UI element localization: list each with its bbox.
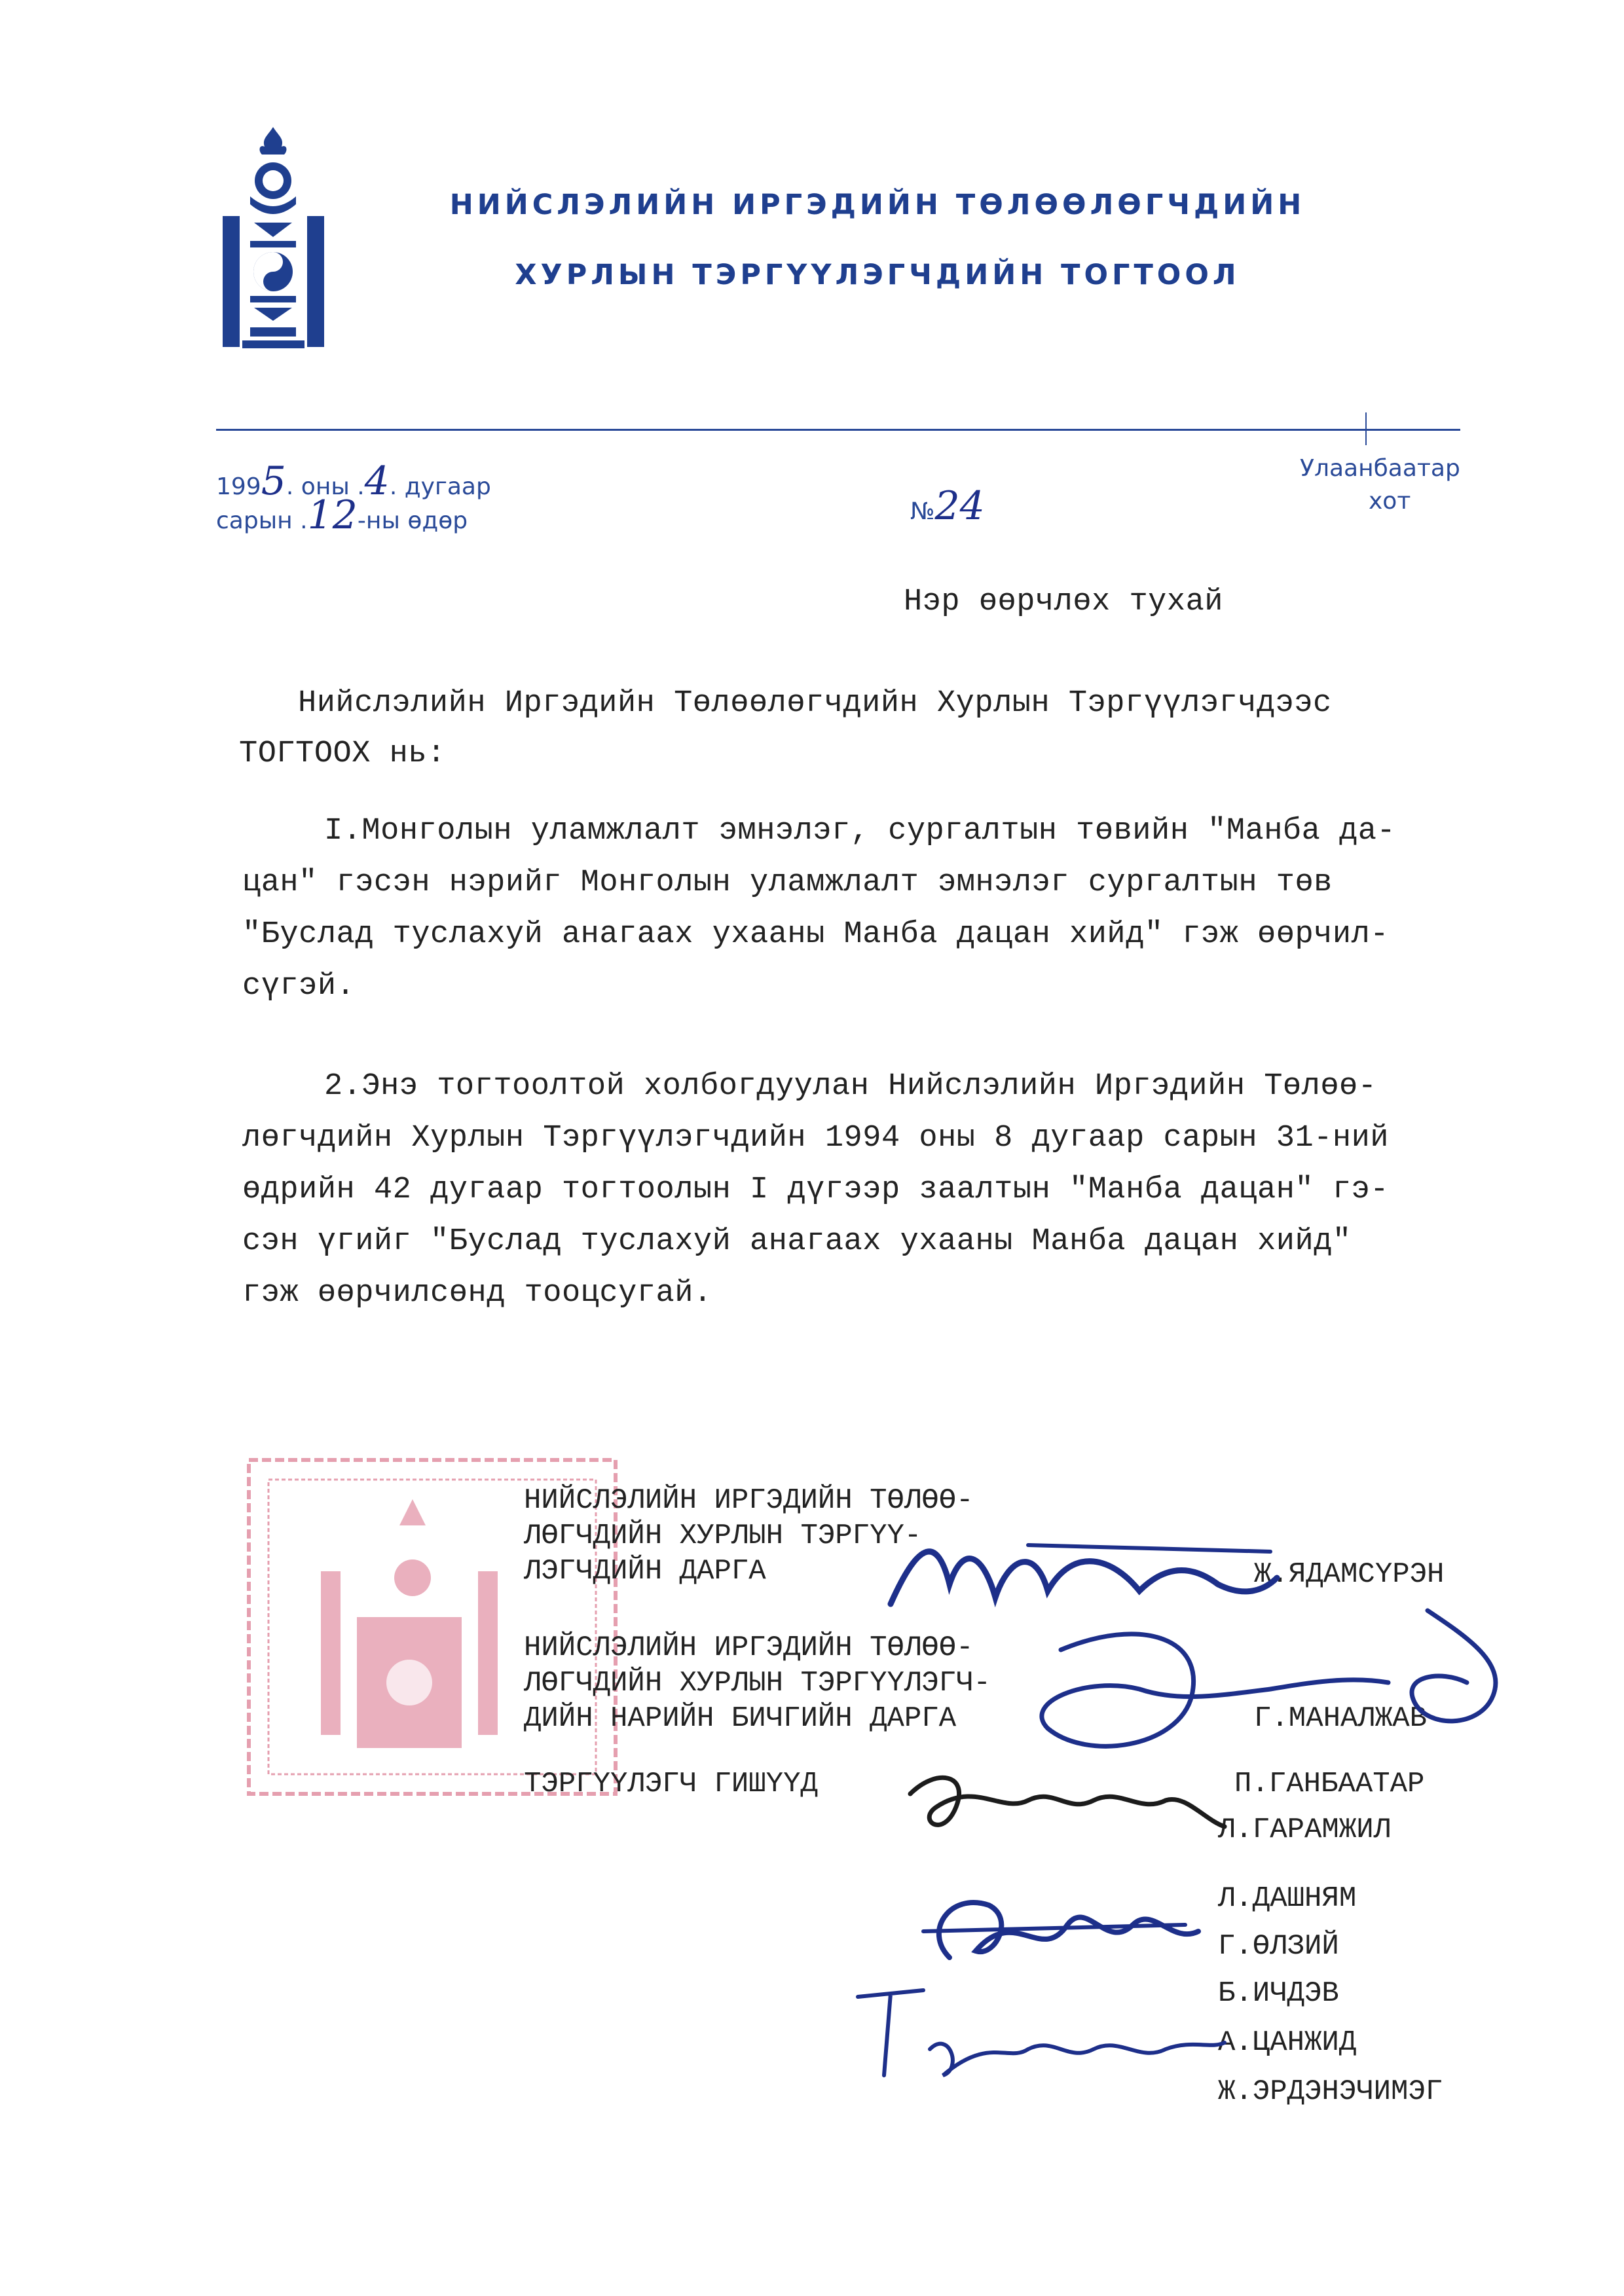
members-label: ТЭРГҮҮЛЭГЧ ГИШҮҮД [524, 1768, 818, 1800]
resolution-subject: Нэр өөрчлөх тухай [904, 585, 1223, 619]
number-handwritten: 24 [934, 483, 985, 529]
soyombo-emblem [216, 124, 331, 354]
day-suffix: -ны өдөр [357, 507, 468, 534]
member-name: Л.ГАРАМЖИЛ [1218, 1813, 1392, 1846]
member-signature-3 [851, 1977, 1231, 2088]
chair-title-line: ЛӨГЧДИЙН ХУРЛЫН ТЭРГҮҮ- [524, 1520, 922, 1552]
chair-name: Ж.ЯДАМСҮРЭН [1254, 1558, 1445, 1591]
letterhead-title-line-2: ХУРЛЫН ТЭРГҮҮЛЭГЧДИЙН ТОГТООЛ [515, 259, 1240, 291]
member-name: Б.ИЧДЭВ [1218, 1977, 1339, 2010]
letterhead-divider [216, 429, 1460, 431]
year-handwritten: 5 [261, 458, 286, 504]
month-handwritten: 4 [364, 458, 390, 504]
day-handwritten: 12 [307, 492, 358, 538]
paragraph-2-line: 2.Энэ тогтоолтой холбогдуулан Нийслэлийн Иргэдийн Төлөө- [324, 1069, 1377, 1104]
month-suffix: . дугаар [389, 473, 491, 500]
city-name: Улаанбаатар [1300, 455, 1460, 482]
letterhead-divider-tick [1365, 412, 1367, 445]
member-signature-1 [897, 1755, 1238, 1859]
paragraph-1-line: I.Монголын уламжлалт эмнэлэг, сургалтын төвийн "Манба да- [324, 814, 1396, 848]
city-suffix: хот [1369, 488, 1411, 515]
paragraph-2-line: лөгчдийн Хурлын Тэргүүлэгчдийн 1994 оны 8 дугаар сарын 31-ний [242, 1121, 1389, 1156]
member-name: Г.ӨЛЗИЙ [1218, 1930, 1339, 1963]
intro-line-2: ТОГТООХ нь: [239, 737, 446, 771]
member-name: Л.ДАШНЯМ [1218, 1882, 1357, 1915]
member-name: А.ЦАНЖИД [1218, 2026, 1357, 2059]
secretary-name: Г.МАНАЛЖАВ [1254, 1702, 1428, 1735]
paragraph-2-line: сэн үгийг "Буслад туслахуй анагаах ухааны Манба дацан хийд" [242, 1224, 1352, 1259]
resolution-number [910, 483, 985, 529]
paragraph-1 [242, 805, 1395, 1012]
chair-title-line: НИЙСЛЭЛИЙН ИРГЭДИЙН ТӨЛӨӨ- [524, 1484, 974, 1517]
number-label: № [910, 498, 935, 525]
member-signature-2 [910, 1866, 1211, 1984]
paragraph-2 [242, 1061, 1389, 1319]
paragraph-1-line: цан" гэсэн нэрийг Монголын уламжлалт эмнэлэг сургалтын төв [242, 866, 1333, 900]
paragraph-1-line: сүгэй. [242, 969, 356, 1004]
member-name: П.ГАНБААТАР [1234, 1768, 1425, 1800]
secretary-title-line: НИЙСЛЭЛИЙН ИРГЭДИЙН ТӨЛӨӨ- [524, 1631, 974, 1664]
secretary-title [524, 1630, 991, 1736]
secretary-title-line: ЛӨГЧДИЙН ХУРЛЫН ТЭРГҮҮЛЭГЧ- [524, 1667, 991, 1700]
member-name: Ж.ЭРДЭНЭЧИМЭГ [1218, 2075, 1443, 2108]
paragraph-2-line: өдрийн 42 дугаар тогтоолын I дүгээр заалтын "Манба дацан" гэ- [242, 1173, 1389, 1207]
secretary-title-line: ДИЙН НАРИЙН БИЧГИЙН ДАРГА [524, 1702, 957, 1735]
paragraph-2-line: гэж өөрчилсөнд тооцсугай. [242, 1276, 712, 1311]
letterhead-title-line-1: НИЙСЛЭЛИЙН ИРГЭДИЙН ТӨЛӨӨЛӨГЧДИЙН [449, 189, 1306, 221]
year-prefix: 199 [216, 473, 261, 500]
date-line-day [216, 492, 468, 538]
day-prefix: сарын . [216, 507, 308, 534]
intro-line-1: Нийслэлийн Иргэдийн Төлөөлөгчдийн Хурлын Тэргүүлэгчдээс [298, 686, 1332, 721]
chair-title-line: ЛЭГЧДИЙН ДАРГА [524, 1555, 766, 1588]
year-suffix: . оны . [286, 473, 365, 500]
paragraph-1-line: "Буслад туслахуй анагаах ухааны Манба дацан хийд" гэж өөрчил- [242, 917, 1389, 952]
